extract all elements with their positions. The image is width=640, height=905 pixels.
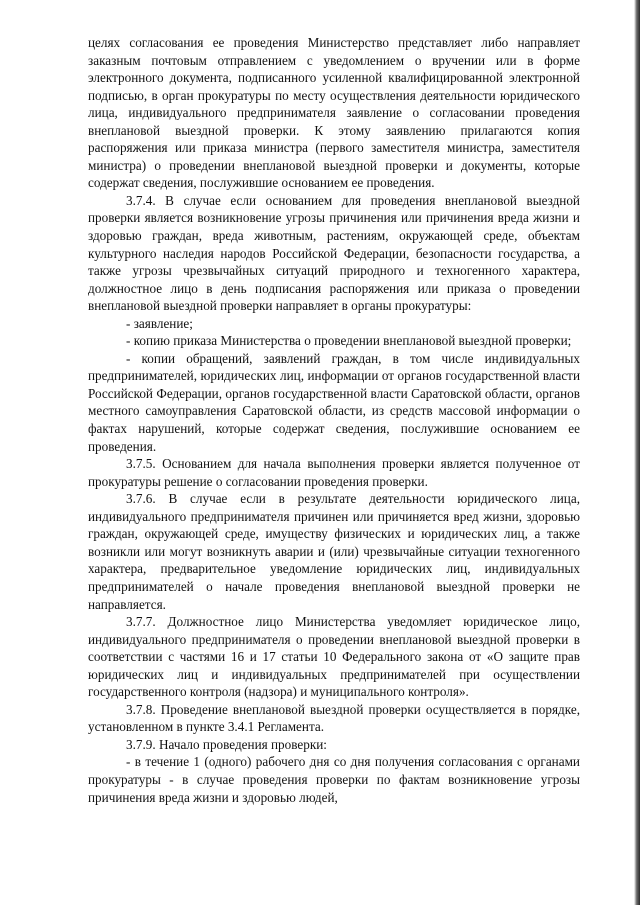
list-item-appeals-copies: - копии обращений, заявлений граждан, в том числе индивидуальных предпринимателей, юридических лиц, информации от органов государственной власти Российской Федерации, органов государственной власти Саратовской области, органов местного самоуправления Саратовской области, из средств массовой информации о фактах нарушений, которые содержат сведения, послужившие основанием ее проведения. — [88, 350, 580, 454]
paragraph-3-7-6: 3.7.6. В случае если в результате деятельности юридического лица, индивидуального предпринимателя причинен или причиняется вред жизни, здоровью граждан, окружающей среде, имуществу физических и юридических лиц, а также возникли или могут возникнуть аварии и (или) чрезвычайные ситуации техногенного характера, предварительное уведомление юридических лиц, индивидуальных предпринимателей о начале проведения внеплановой выездной проверки не направляется. — [88, 491, 580, 612]
list-item-order-copy: - копию приказа Министерства о проведении внеплановой выездной проверки; — [126, 333, 572, 349]
paragraph-3-7-8: 3.7.8. Проведение внеплановой выездной проверки осуществляется в порядке, установленном в пункте 3.4.1 Регламента. — [88, 701, 580, 735]
paragraph-3-7-9: 3.7.9. Начало проведения проверки: — [126, 736, 327, 752]
paragraph-3-7-5: 3.7.5. Основанием для начала выполнения проверки является полученное от прокуратуры решение о согласовании проведения проверки. — [88, 456, 580, 489]
paragraph-continuation: целях согласования ее проведения Министерство представляет либо направляет заказным почтовым отправлением с уведомлением о вручении или в форме электронного документа, подписанного усиленной квалифицированной электронной подписью, в орган прокуратуры по месту осуществления деятельности юридического лица, индивидуального предпринимателя заявление о согласовании проведения внеплановой выездной проверки. К этому заявлению прилагаются копия распоряжения или приказа министра (первого заместителя министра, заместителя министра) о проведении внеплановой выездной проверки и документы, которые содержат сведения, послужившие основанием ее проведения. — [88, 35, 580, 191]
paragraph-3-7-4: 3.7.4. В случае если основанием для проведения внеплановой выездной проверки является возникновение угрозы причинения или причинения вреда жизни и здоровью граждан, вреда животным, растениям, окружающей среде, объектам культурного наследия народов Российской Федерации, безопасности государства, а также угрозы чрезвычайных ситуаций природного и техногенного характера, должностное лицо в день подписания распоряжения или приказа о проведении внеплановой выездной проверки направляет в органы прокуратуры: — [88, 192, 580, 314]
scan-edge-shadow — [634, 0, 640, 905]
list-item-statement: - заявление; — [126, 315, 193, 331]
list-item-start-term: - в течение 1 (одного) рабочего дня со дня получения согласования с органами прокуратуры - в случае проведения проверки по фактам возникновение угрозы причинения вреда жизни и здоровью людей, — [88, 754, 580, 805]
paragraph-3-7-7: 3.7.7. Должностное лицо Министерства уведомляет юридическое лицо, индивидуального предпринимателя о проведении внеплановой выездной проверки в соответствии с частями 16 и 17 статьи 10 Федерального закона от «О защите прав юридических лиц и индивидуальных предпринимателей при осуществлении государственного контроля (надзора) и муниципального контроля». — [88, 614, 580, 700]
